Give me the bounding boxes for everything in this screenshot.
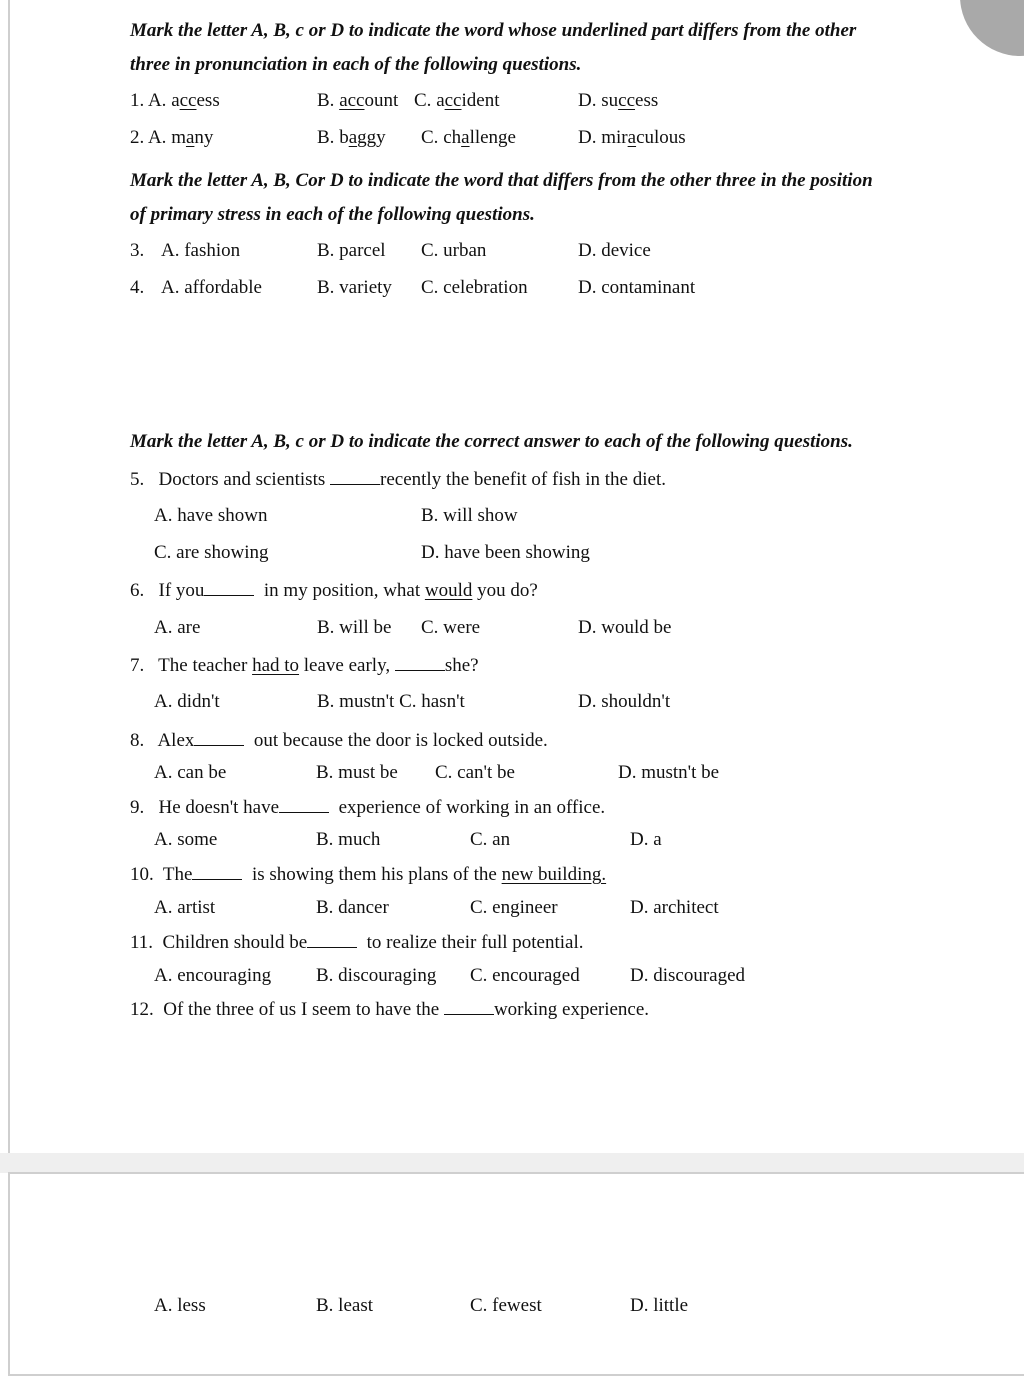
q9-option-b: B. much [316, 829, 381, 850]
page-gap [0, 1153, 1024, 1173]
q11-option-c: C. encouraged [470, 965, 580, 986]
q1-option-c: C. accident [414, 90, 500, 111]
instruction-stress-line1: Mark the letter A, B, Cor D to indicate the word that differs from the other three in the position [130, 170, 873, 191]
instruction-correct-answer: Mark the letter A, B, c or D to indicate the correct answer to each of the following questions. [130, 431, 853, 452]
instruction-pronunciation-line2: three in pronunciation in each of the following questions. [130, 54, 582, 75]
q5-option-a: A. have shown [154, 505, 268, 526]
q2-option-c: C. challenge [421, 127, 516, 148]
q1-option-a: 1. A. access [130, 90, 220, 111]
q10-option-a: A. artist [154, 897, 216, 918]
q2-option-d: D. miraculous [578, 127, 686, 148]
q10-stem: 10. The is showing them his plans of the new building. [130, 864, 607, 885]
q2-option-a: 2. A. many [130, 127, 214, 148]
q8-option-a: A. can be [154, 762, 227, 783]
q6-stem: 6. If you in my position, what would you do? [130, 580, 538, 601]
q8-option-d: D. mustn't be [618, 762, 720, 783]
q3-number: 3. [130, 240, 145, 261]
q11-option-b: B. discouraging [316, 965, 437, 986]
q1-option-d: D. success [578, 90, 659, 111]
q10-option-c: C. engineer [470, 897, 558, 918]
q5-option-c: C. are showing [154, 542, 269, 563]
q10-option-b: B. dancer [316, 897, 389, 918]
q8-option-c: C. can't be [435, 762, 515, 783]
q7-stem: 7. The teacher had to leave early, she? [130, 655, 479, 676]
q3-option-d: D. device [578, 240, 651, 261]
q10-option-d: D. architect [630, 897, 719, 918]
instruction-pronunciation-line1: Mark the letter A, B, c or D to indicate the word whose underlined part differs from the other [130, 20, 857, 41]
q7-option-d: D. shouldn't [578, 691, 671, 712]
q11-option-a: A. encouraging [154, 965, 272, 986]
q12-stem: 12. Of the three of us I seem to have the working experience. [130, 999, 650, 1020]
q4-option-a: A. affordable [161, 277, 262, 298]
q6-option-d: D. would be [578, 617, 672, 638]
q7-option-a: A. didn't [154, 691, 220, 712]
q4-option-d: D. contaminant [578, 277, 696, 298]
q9-option-a: A. some [154, 829, 218, 850]
q4-option-c: C. celebration [421, 277, 528, 298]
q8-stem: 8. Alex out because the door is locked outside. [130, 730, 548, 751]
instruction-stress-line2: of primary stress in each of the following questions. [130, 204, 535, 225]
q6-option-a: A. are [154, 617, 201, 638]
q4-option-b: B. variety [317, 277, 392, 298]
q1-option-b: B. account [317, 90, 399, 111]
q3-option-b: B. parcel [317, 240, 386, 261]
q5-stem: 5. Doctors and scientists recently the benefit of fish in the diet. [130, 469, 666, 490]
q6-option-b: B. will be [317, 617, 392, 638]
q7-option-bc: B. mustn't C. hasn't [317, 691, 465, 712]
q6-option-c: C. were [421, 617, 481, 638]
document-page-2 [8, 1172, 1024, 1376]
q12-option-a: A. less [154, 1295, 206, 1316]
q9-option-c: C. an [470, 829, 511, 850]
q5-option-b: B. will show [421, 505, 518, 526]
q5-option-d: D. have been showing [421, 542, 590, 563]
q12-option-b: B. least [316, 1295, 373, 1316]
q12-option-d: D. little [630, 1295, 689, 1316]
q4-number: 4. [130, 277, 145, 298]
q3-option-a: A. fashion [161, 240, 241, 261]
q11-option-d: D. discouraged [630, 965, 746, 986]
q12-option-c: C. fewest [470, 1295, 542, 1316]
q11-stem: 11. Children should be to realize their full potential. [130, 932, 584, 953]
q2-option-b: B. baggy [317, 127, 386, 148]
q9-stem: 9. He doesn't have experience of working in an office. [130, 797, 606, 818]
q3-option-c: C. urban [421, 240, 487, 261]
q9-option-d: D. a [630, 829, 662, 850]
q8-option-b: B. must be [316, 762, 398, 783]
